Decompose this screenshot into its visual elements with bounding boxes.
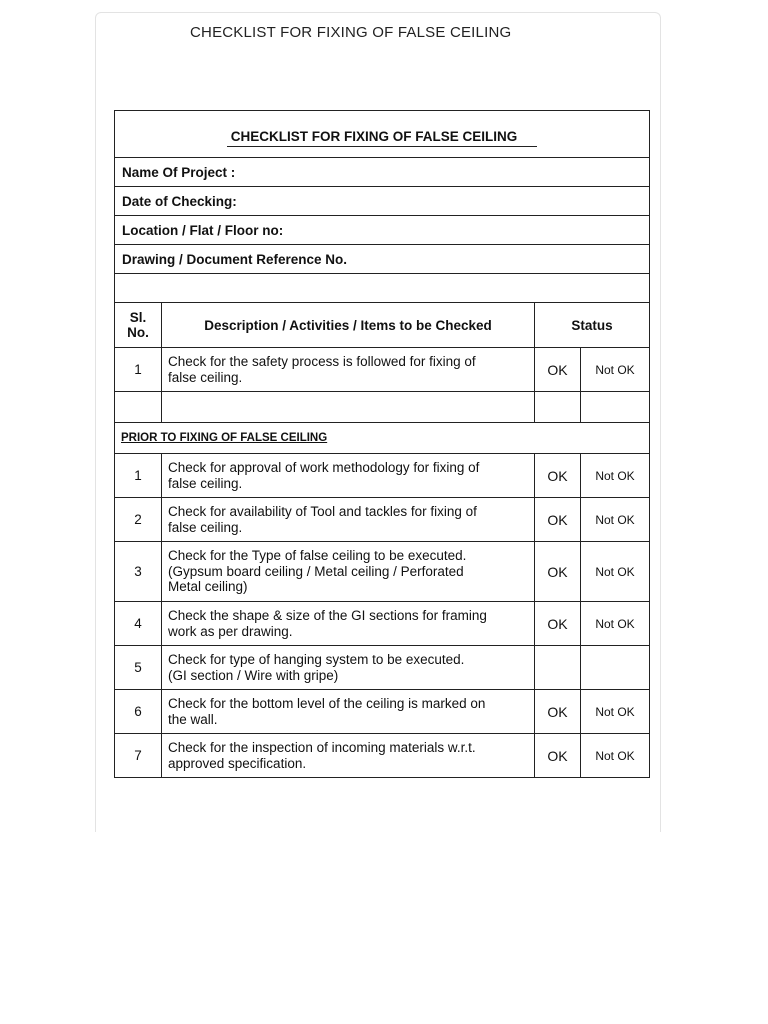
row-description: Check for the inspection of incoming materials w.r.t. approved specification.: [162, 734, 535, 778]
row-number: 1: [115, 348, 162, 392]
row-description: Check the shape & size of the GI sections for framing work as per drawing.: [162, 602, 535, 646]
table-row: [115, 734, 650, 778]
table-title: CHECKLIST FOR FIXING OF FALSE CEILING: [227, 129, 538, 147]
location-field: Location / Flat / Floor no:: [115, 216, 650, 245]
checklist-table: [114, 110, 650, 778]
table-row: [115, 646, 650, 690]
description-header: Description / Activities / Items to be Checked: [162, 303, 535, 348]
date-of-checking-field: Date of Checking:: [115, 187, 650, 216]
row-number: 3: [115, 542, 162, 602]
status-ok: OK: [535, 498, 581, 542]
page-title: CHECKLIST FOR FIXING OF FALSE CEILING: [190, 24, 512, 41]
status-not-ok: Not OK: [581, 542, 650, 602]
drawing-reference-field: Drawing / Document Reference No.: [115, 245, 650, 274]
status-ok: OK: [535, 454, 581, 498]
row-number: 4: [115, 602, 162, 646]
row-number: 2: [115, 498, 162, 542]
table-row: [115, 454, 650, 498]
status-ok: OK: [535, 542, 581, 602]
status-not-ok: Not OK: [581, 348, 650, 392]
project-name-field: Name Of Project :: [115, 158, 650, 187]
serial-number-header: Sl. No.: [115, 303, 162, 348]
status-not-ok: Not OK: [581, 602, 650, 646]
status-not-ok: Not OK: [581, 690, 650, 734]
section-heading: PRIOR TO FIXING OF FALSE CEILING: [115, 423, 650, 454]
table-row: [115, 348, 650, 392]
status-not-ok: Not OK: [581, 454, 650, 498]
table-header-row: [115, 303, 650, 348]
row-number: 5: [115, 646, 162, 690]
table-row: [115, 542, 650, 602]
row-description: Check for the Type of false ceiling to be executed. (Gypsum board ceiling / Metal ceiling / Perforated Metal ceiling): [162, 542, 535, 602]
status-ok: OK: [535, 690, 581, 734]
row-number: 1: [115, 454, 162, 498]
row-description: Check for the bottom level of the ceiling is marked on the wall.: [162, 690, 535, 734]
status-ok: [535, 646, 581, 690]
status-ok: OK: [535, 348, 581, 392]
status-not-ok: Not OK: [581, 734, 650, 778]
empty-row: [115, 392, 650, 423]
row-number: 6: [115, 690, 162, 734]
status-not-ok: [581, 646, 650, 690]
status-ok: OK: [535, 602, 581, 646]
status-ok: OK: [535, 734, 581, 778]
status-header: Status: [535, 303, 650, 348]
table-title-cell: [115, 111, 650, 158]
table-row: [115, 602, 650, 646]
row-description: Check for type of hanging system to be executed. (GI section / Wire with gripe): [162, 646, 535, 690]
table-row: [115, 690, 650, 734]
table-row: [115, 498, 650, 542]
blank-row: [115, 274, 650, 303]
row-number: 7: [115, 734, 162, 778]
row-description: Check for approval of work methodology for fixing of false ceiling.: [162, 454, 535, 498]
status-not-ok: Not OK: [581, 498, 650, 542]
row-description: Check for the safety process is followed for fixing of false ceiling.: [162, 348, 535, 392]
row-description: Check for availability of Tool and tackles for fixing of false ceiling.: [162, 498, 535, 542]
